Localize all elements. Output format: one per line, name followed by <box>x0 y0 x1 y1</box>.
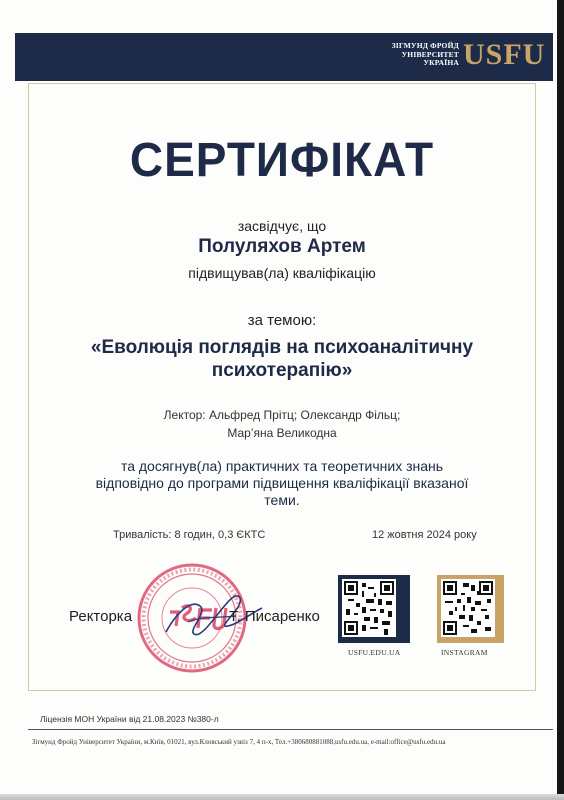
website-label: USFU.EDU.UA <box>348 648 401 657</box>
scan-edge-bottom <box>0 794 564 800</box>
university-name <box>363 42 459 68</box>
achievement-line: та досягнув(ла) практичних та теоретичних знань <box>120 458 444 474</box>
topic-line: «Еволюція поглядів на психоаналітичну <box>90 337 474 358</box>
usfu-logo: USFU <box>463 38 546 71</box>
duration: Тривалість: 8 годин, 0,3 ЄКТС <box>113 529 266 541</box>
rector-title: Ректорка <box>69 608 133 625</box>
license-text: Ліцензія МОН України від 21.08.2023 №380-л <box>40 714 219 724</box>
lecturer-line: Лектор: Альфред Прітц; Олександр Фільц; <box>163 408 401 422</box>
university-name-line: УНІВЕРСИТЕТ <box>401 49 459 59</box>
footer-address: Зігмунд Фройд Університет України, м.Київ, 01021, вул.Кловський узвіз 7, 4 п-х, Тел.+380680881088,usfu.edu.ua, e-mail:office@usfu.edu.ua <box>32 738 446 746</box>
instagram-qr-code[interactable] <box>437 575 504 643</box>
header-bar <box>15 33 553 81</box>
topic-line: психотерапію» <box>211 360 353 381</box>
scan-edge <box>557 0 564 800</box>
lecturers <box>0 406 564 442</box>
certifies-text: засвідчує, що <box>237 218 327 234</box>
university-name-line: УКРАЇНА <box>423 58 459 67</box>
footer-divider <box>28 729 553 730</box>
rector-name: Т. Писаренко <box>229 608 320 625</box>
certificate-title: СЕРТИФІКАТ <box>129 131 435 187</box>
topic-title <box>0 336 564 382</box>
topic-label: за темою: <box>247 312 317 329</box>
university-name-line: ЗІГМУНД ФРОЙД <box>391 41 459 50</box>
qr-code-icon <box>342 579 396 637</box>
issue-date: 12 жовтня 2024 року <box>372 529 477 541</box>
achievement-line: відповідно до програми підвищення кваліфікації вказаної <box>95 475 469 491</box>
recipient-name: Полуляхов Артем <box>198 236 366 257</box>
lecturer-line: Мар’яна Великодна <box>227 426 337 440</box>
improved-text: підвищував(ла) кваліфікацію <box>188 265 376 281</box>
qr-code-icon <box>441 579 495 637</box>
achievement-line: теми. <box>264 492 300 508</box>
achievement-text <box>60 458 504 509</box>
instagram-label: INSTAGRAM <box>441 648 488 657</box>
website-qr-code[interactable] <box>338 575 410 643</box>
